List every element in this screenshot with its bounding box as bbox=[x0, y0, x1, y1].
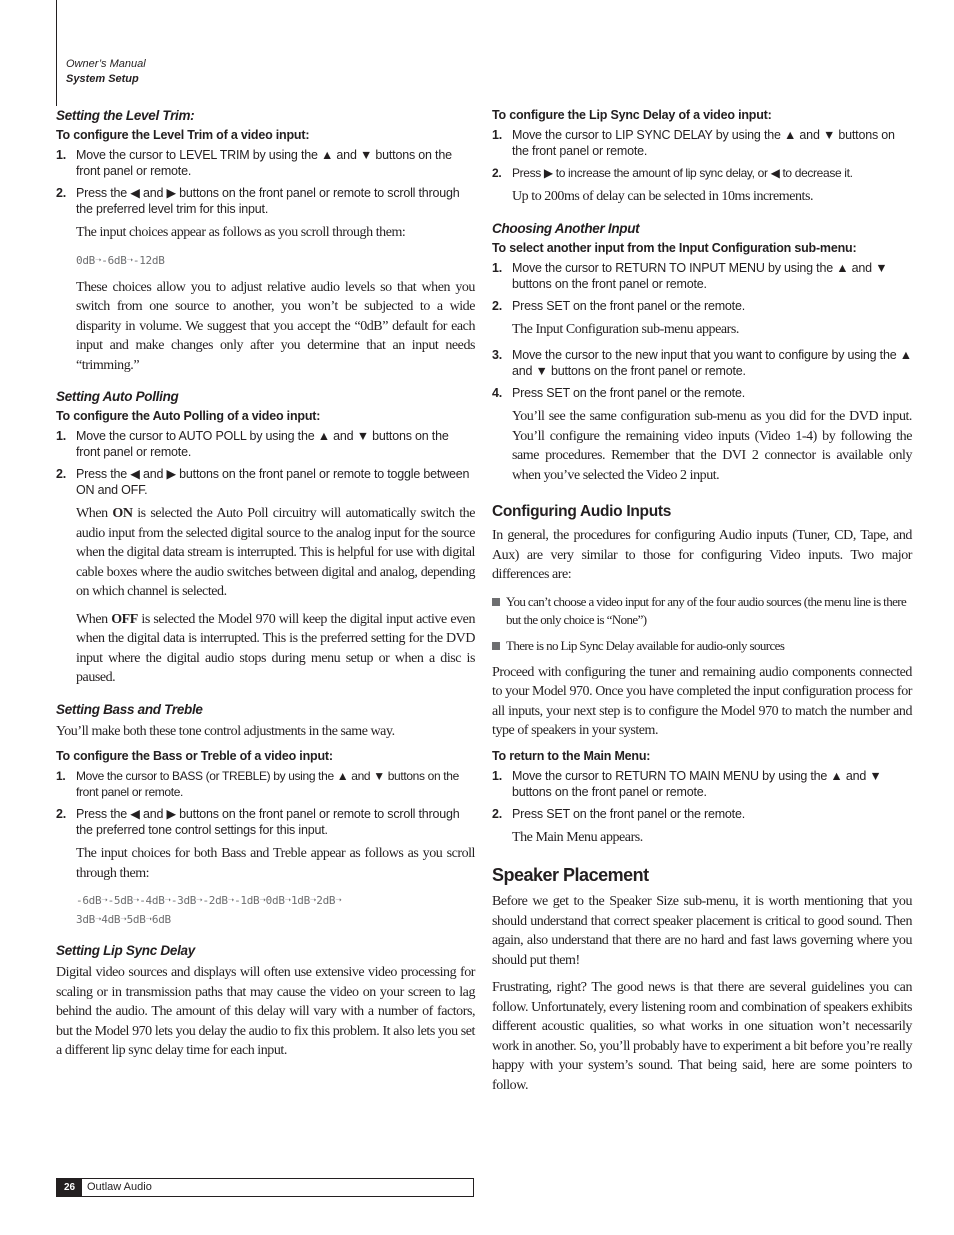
level-trim-step: 1. Move the cursor to LEVEL TRIM by using the ▲ and ▼ buttons on the front panel or remote. bbox=[56, 148, 452, 178]
another-input-subheading: To select another input from the Input Configuration sub-menu: bbox=[492, 240, 857, 255]
level-trim-step: 2. Press the ◀ and ▶ buttons on the front panel or remote to scroll through the preferred level trim for this input. bbox=[56, 186, 460, 216]
auto-polling-subheading: To configure the Auto Polling of a video input: bbox=[56, 409, 321, 423]
lip-sync-config-subheading: To configure the Lip Sync Delay of a video input: bbox=[492, 108, 772, 122]
page-footer bbox=[56, 1178, 474, 1197]
main-menu-step: 1. Move the cursor to RETURN TO MAIN MENU by using the ▲ and ▼ buttons on the front panel or remote. bbox=[492, 768, 882, 799]
manual-title: Owner’s Manual bbox=[66, 58, 146, 70]
main-menu-step: 2. Press SET on the front panel or the remote. bbox=[492, 806, 745, 821]
another-input-text: You’ll see the same configuration sub-menu as you did for the DVD input. You’ll configure the remaining video inputs (Video 1-4) by following the same procedures. Remember that the DVI 2 connector is available only when you’ve selected the Video 2 input. bbox=[512, 409, 912, 483]
header-rule bbox=[56, 0, 57, 106]
another-input-text: The Input Configuration sub-menu appears. bbox=[512, 321, 739, 337]
lip-sync-delay-note: Up to 200ms of delay can be selected in 10ms increments. bbox=[512, 189, 813, 204]
level-trim-heading: Setting the Level Trim: bbox=[56, 108, 195, 123]
brand-name: Outlaw Audio bbox=[87, 1181, 152, 1193]
auto-polling-on-text: When ON is selected the Auto Poll circuitry will automatically switch the audio input from the selected digital source to the analog input for the source when the digital data stream is interrupted. This is helpful for use with digital cable boxes where the audio switches between digital and analog, depending on which channel is selected. bbox=[76, 506, 475, 599]
left-column bbox=[56, 108, 475, 1069]
auto-polling-step: 1. Move the cursor to AUTO POLL by using the ▲ and ▼ buttons on the front panel or remote. bbox=[56, 429, 449, 459]
bullet-square-icon bbox=[492, 642, 500, 650]
right-column bbox=[492, 108, 912, 1103]
bass-treble-intro: You’ll make both these tone control adjustments in the same way. bbox=[56, 723, 395, 739]
list-item: There is no Lip Sync Delay available for audio-only sources bbox=[492, 637, 912, 655]
another-input-step: 2. Press SET on the front panel or the remote. bbox=[492, 298, 745, 313]
running-header bbox=[66, 57, 146, 87]
page-number: 26 bbox=[57, 1179, 82, 1196]
audio-inputs-text: Proceed with configuring the tuner and remaining audio components connected to your Model 970. Once you have completed the input configuration process for all inputs, your next step is to configure the Model 970 to match the number and type of speakers in your system. bbox=[492, 664, 912, 738]
lip-sync-step: 1. Move the cursor to LIP SYNC DELAY by using the ▲ and ▼ buttons on the front panel or remote. bbox=[492, 128, 895, 158]
main-menu-subheading: To return to the Main Menu: bbox=[492, 748, 651, 763]
bass-treble-step: 1. Move the cursor to BASS (or TREBLE) by using the ▲ and ▼ buttons on the front panel or remote. bbox=[56, 769, 459, 799]
bass-treble-step: 2. Press the ◀ and ▶ buttons on the front panel or remote to scroll through the preferred tone control settings for this input. bbox=[56, 807, 460, 837]
another-input-heading: Choosing Another Input bbox=[492, 220, 640, 236]
list-item: You can’t choose a video input for any of the four audio sources (the menu line is there but the only choice is “None”) bbox=[492, 593, 912, 629]
audio-inputs-heading: Configuring Audio Inputs bbox=[492, 503, 672, 520]
bass-treble-heading: Setting Bass and Treble bbox=[56, 701, 203, 717]
level-trim-subheading: To configure the Level Trim of a video input: bbox=[56, 128, 310, 142]
bass-treble-values: -6dB➝-5dB➝-4dB➝-3dB➝-2dB➝-1dB➝0dB➝1dB➝2dB➝ 3dB➝4dB➝5dB➝6dB bbox=[76, 894, 342, 926]
another-input-step: 4. Press SET on the front panel or the remote. bbox=[492, 386, 745, 400]
main-menu-text: The Main Menu appears. bbox=[512, 829, 643, 845]
level-trim-text: These choices allow you to adjust relative audio levels so that when you switch from one source to another, you won’t be subjected to a wide disparity in volume. We suggest that you accept the “0dB” default for each input and make changes only after you determine that an input needs “trimming.” bbox=[76, 279, 475, 373]
lip-sync-text: Digital video sources and displays will often use extensive video processing for scaling or in transmission paths that may cause the video on your screen to lag behind the audio. The amount of this delay will vary with a number of factors, but the Model 970 lets you delay the audio to fix this problem. It also lets you set a different lip sync delay time for each input. bbox=[56, 965, 475, 1058]
level-trim-text: The input choices appear as follows as you scroll through them: bbox=[76, 225, 406, 240]
lip-sync-heading: Setting Lip Sync Delay bbox=[56, 943, 195, 958]
audio-inputs-text: In general, the procedures for configuring Audio inputs (Tuner, CD, Tape, and Aux) are very similar to those for configuring Video inputs. Two major differences are: bbox=[492, 528, 912, 582]
bullet-square-icon bbox=[492, 598, 500, 606]
lip-sync-step: 2. Press ▶ to increase the amount of lip sync delay, or ◀ to decrease it. bbox=[492, 166, 853, 180]
level-trim-values: 0dB➝-6dB➝-12dB bbox=[76, 253, 165, 267]
auto-polling-off-text: When OFF is selected the Model 970 will keep the digital input active even when the digital data is interrupted. This is the preferred setting for the DVD input where the digital audio stops during menu setup or when a disc is paused. bbox=[76, 611, 475, 685]
another-input-step: 1. Move the cursor to RETURN TO INPUT MENU by using the ▲ and ▼ buttons on the front panel or remote. bbox=[492, 260, 888, 291]
section-title: System Setup bbox=[66, 73, 139, 85]
auto-polling-step: 2. Press the ◀ and ▶ buttons on the front panel or remote to toggle between ON and OFF. bbox=[56, 467, 470, 497]
another-input-step: 3. Move the cursor to the new input that you want to configure by using the ▲ and ▼ buttons on the front panel or remote. bbox=[492, 348, 912, 378]
speaker-placement-text: Before we get to the Speaker Size sub-menu, it is worth mentioning that you should understand that correct speaker placement is critical to good sound. Then again, also understand that there are no hard and fast laws governing where you should put them! bbox=[492, 894, 912, 968]
speaker-placement-heading: Speaker Placement bbox=[492, 865, 649, 885]
auto-polling-heading: Setting Auto Polling bbox=[56, 389, 179, 404]
bass-treble-subheading: To configure the Bass or Treble of a video input: bbox=[56, 749, 333, 763]
bass-treble-text: The input choices for both Bass and Treble appear as follows as you scroll through them: bbox=[76, 846, 475, 881]
speaker-placement-text: Frustrating, right? The good news is that there are several guidelines you can follow. Unfortunately, every listening room and combination of speakers exhibits different acoustic qualities, so what works in one situation won’t necessarily work in another. So, you’ll probably have to experiment a bit before you’re really happy with your system’s sound. That being said, here are some pointers to follow. bbox=[492, 980, 912, 1093]
